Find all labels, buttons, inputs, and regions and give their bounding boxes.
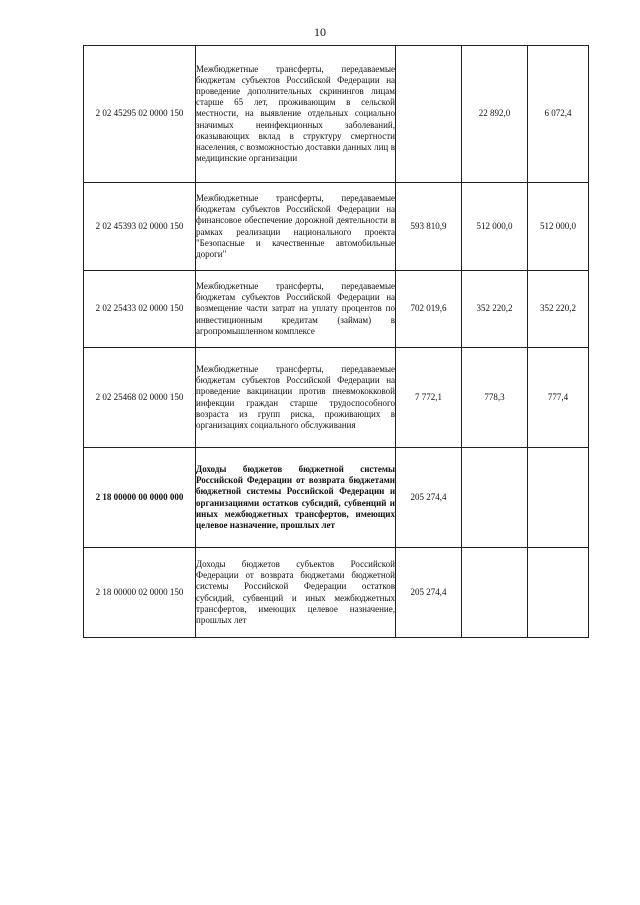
- table-row: [84, 348, 589, 448]
- amount-year1-cell: [396, 46, 462, 183]
- description-cell: Доходы бюджетов бюджетной системы Российской Федерации от возврата бюджетами бюджетной системы Российской Федерации и организациями остатков субсидий, субвенций и иных межбюджетных трансфертов, имеющих целевое назначение, прошлых лет: [196, 448, 396, 548]
- amount-year2-cell: 512 000,0: [462, 183, 528, 271]
- description-cell: Доходы бюджетов субъектов Российской Федерации от возврата бюджетами бюджетной системы Российской Федерации остатков субсидий, субвенций и иных межбюджетных трансфертов, имеющих целевое назначение, прошлых лет: [196, 548, 396, 638]
- budget-code-cell: 2 02 45393 02 0000 150: [84, 183, 196, 271]
- amount-year1-cell: 593 810,9: [396, 183, 462, 271]
- budget-revenue-table: [83, 45, 589, 638]
- budget-code-cell: 2 02 25433 02 0000 150: [84, 271, 196, 348]
- amount-year2-cell: [462, 448, 528, 548]
- amount-year3-cell: 352 220,2: [528, 271, 589, 348]
- amount-year1-cell: 7 772,1: [396, 348, 462, 448]
- amount-year3-cell: [528, 548, 589, 638]
- table-row: [84, 183, 589, 271]
- description-cell: Межбюджетные трансферты, передаваемые бюджетам субъектов Российской Федерации на проведение дополнительных скринингов лицам старше 65 лет, проживающим в сельской местности, на выявление отдельных социально значимых неинфекционных заболеваний, оказывающих вклад в структуру смертности населения, с возможностью доставки данных лиц в медицинские организации: [196, 46, 396, 183]
- amount-year3-cell: [528, 448, 589, 548]
- table-row: [84, 271, 589, 348]
- amount-year3-cell: 6 072,4: [528, 46, 589, 183]
- budget-code-cell: 2 18 00000 02 0000 150: [84, 548, 196, 638]
- description-cell: Межбюджетные трансферты, передаваемые бюджетам субъектов Российской Федерации на финансовое обеспечение дорожной деятельности в рамках реализации национального проекта "Безопасные и качественные автомобильные дороги": [196, 183, 396, 271]
- amount-year2-cell: 778,3: [462, 348, 528, 448]
- budget-code-cell: 2 18 00000 00 0000 000: [84, 448, 196, 548]
- amount-year2-cell: 22 892,0: [462, 46, 528, 183]
- amount-year1-cell: 205 274,4: [396, 548, 462, 638]
- amount-year1-cell: 702 019,6: [396, 271, 462, 348]
- budget-code-cell: 2 02 25468 02 0000 150: [84, 348, 196, 448]
- description-cell: Межбюджетные трансферты, передаваемые бюджетам субъектов Российской Федерации на проведение вакцинации против пневмококковой инфекции граждан старше трудоспособного возраста из групп риска, проживающих в организациях социального обслуживания: [196, 348, 396, 448]
- table-row: [84, 448, 589, 548]
- table-row: [84, 46, 589, 183]
- page-number: 10: [314, 25, 326, 39]
- amount-year3-cell: 777,4: [528, 348, 589, 448]
- amount-year2-cell: 352 220,2: [462, 271, 528, 348]
- amount-year3-cell: 512 000,0: [528, 183, 589, 271]
- table-row: [84, 548, 589, 638]
- amount-year1-cell: 205 274,4: [396, 448, 462, 548]
- description-cell: Межбюджетные трансферты, передаваемые бюджетам субъектов Российской Федерации на возмещение части затрат на уплату процентов по инвестиционным кредитам (займам) в агропромышленном комплексе: [196, 271, 396, 348]
- amount-year2-cell: [462, 548, 528, 638]
- budget-code-cell: 2 02 45295 02 0000 150: [84, 46, 196, 183]
